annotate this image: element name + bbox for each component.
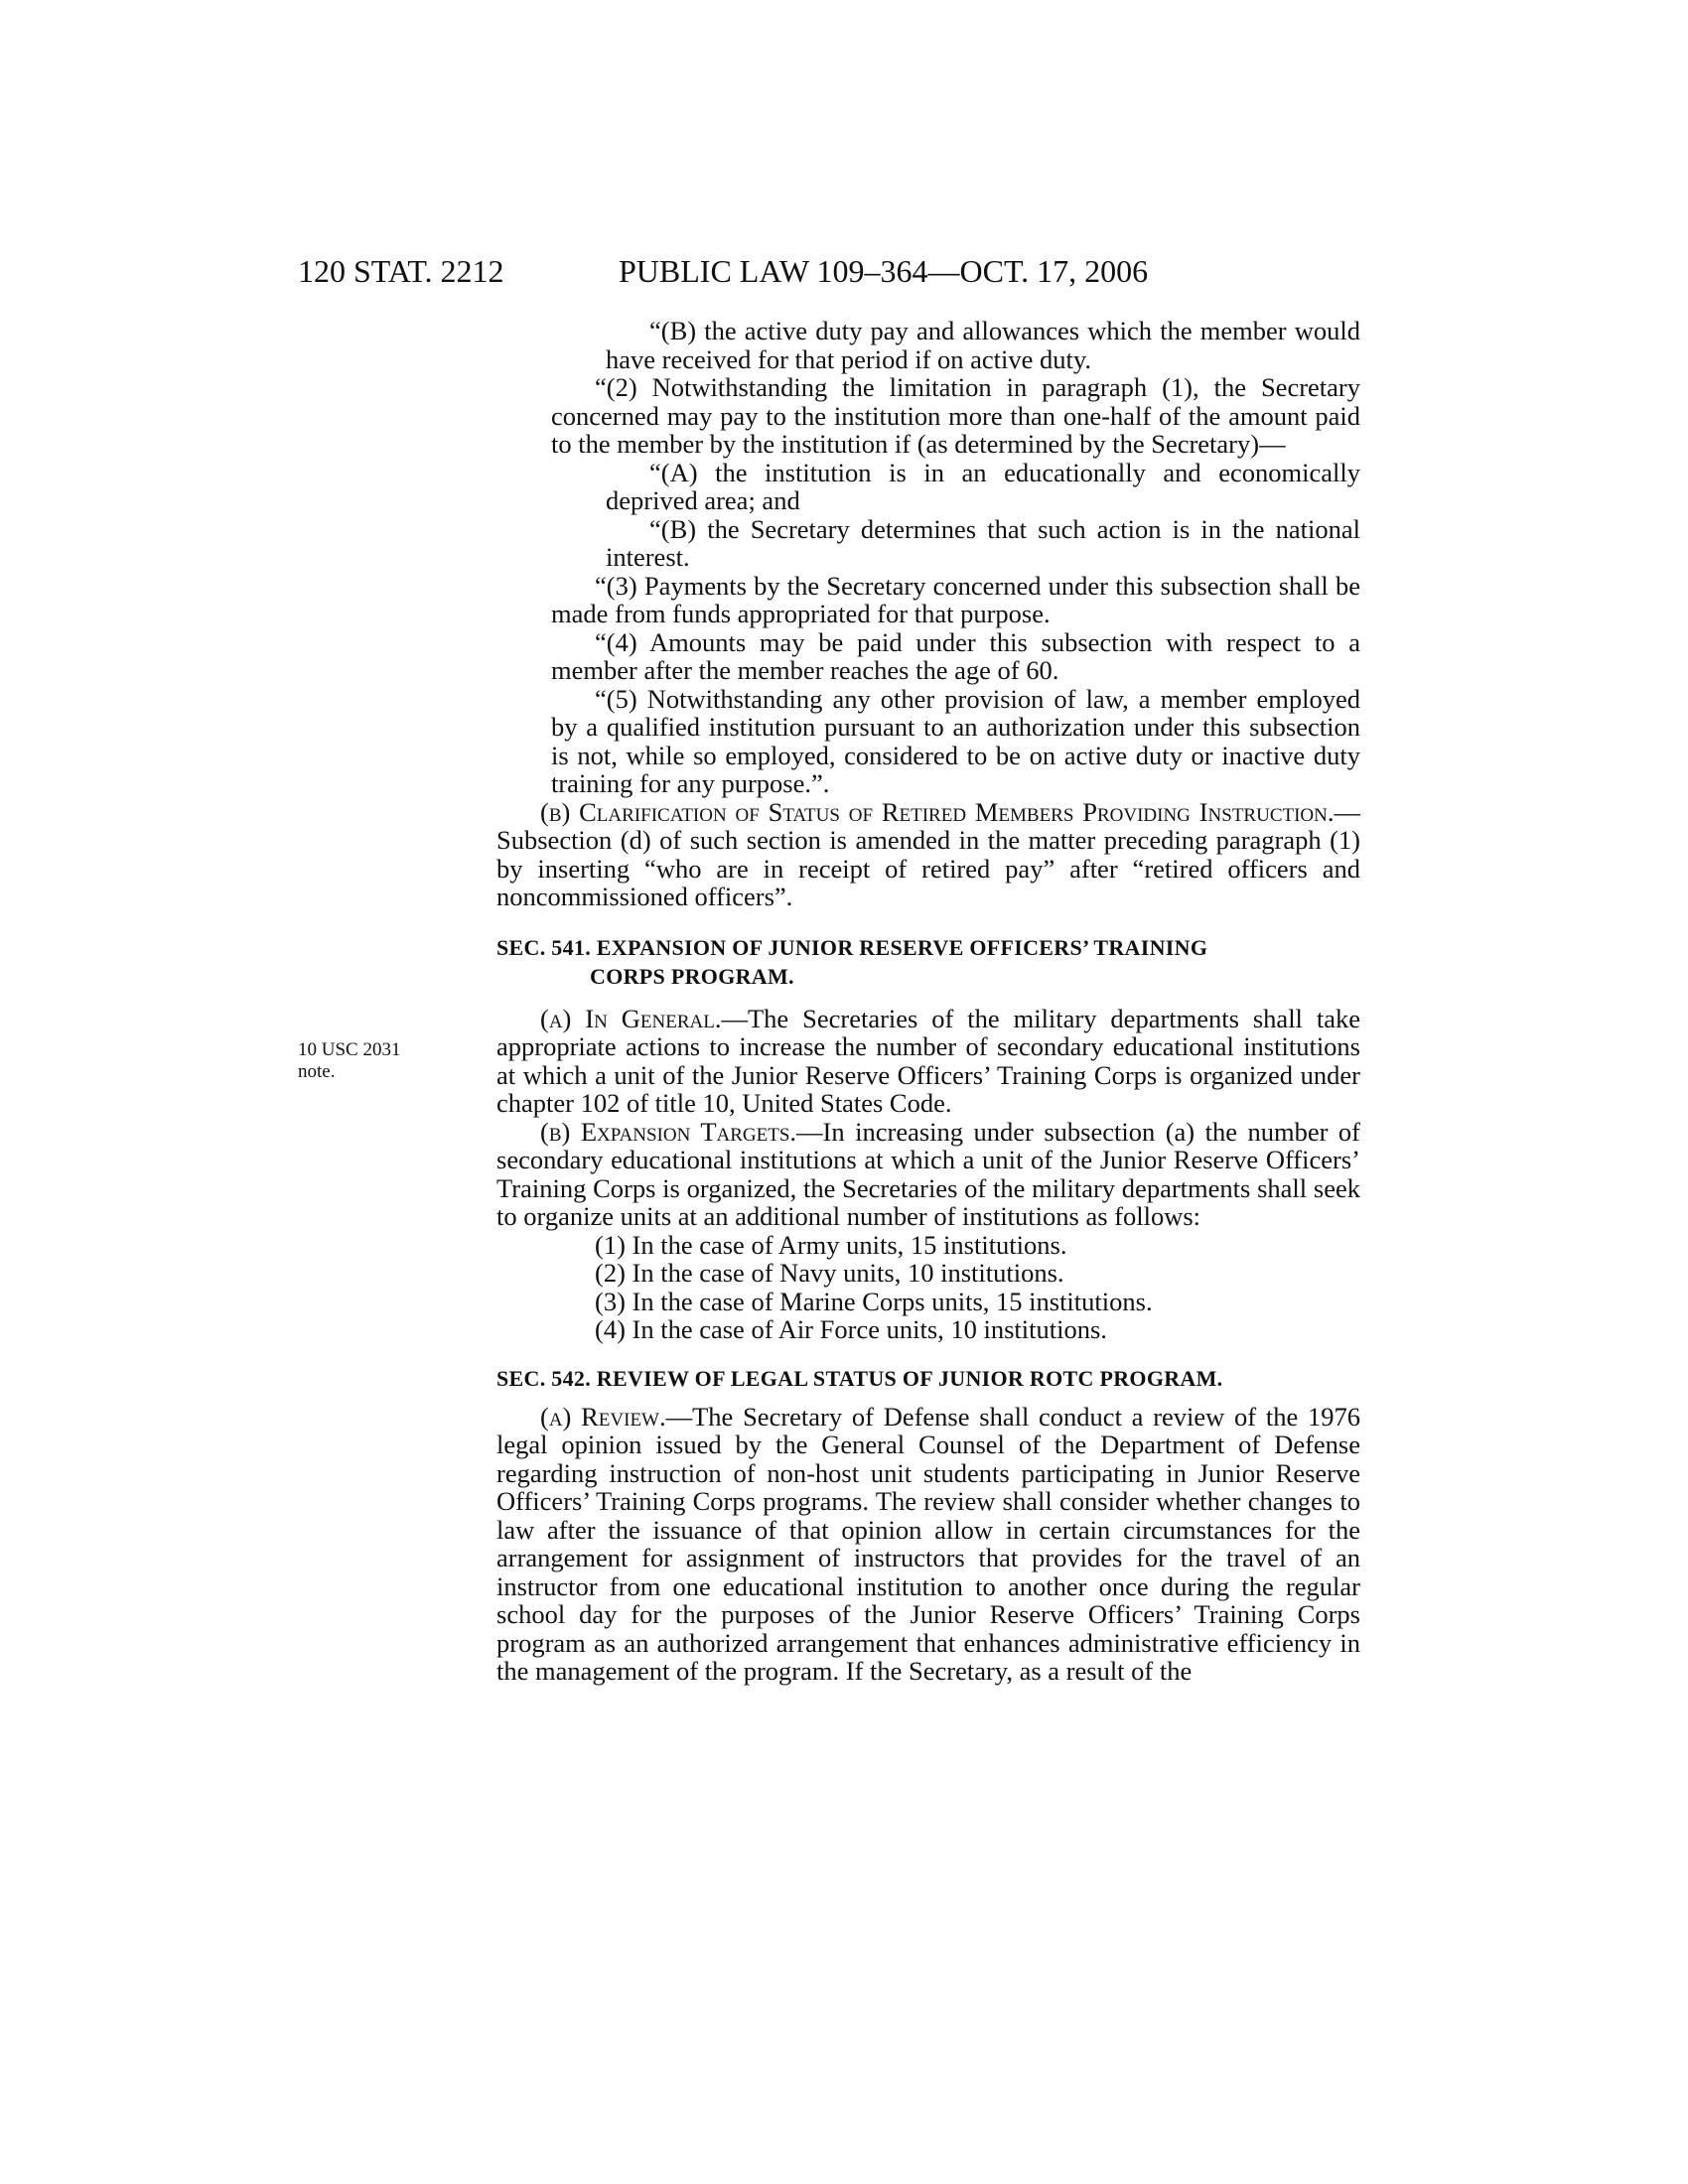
paragraph-2: “(2) Notwithstanding the limitation in paragraph (1), the Secretary concerned may pay to the institution more than one-half of the amount paid to the member by the institution if (as determined by the Secretary)— — [551, 372, 1360, 459]
list-item: (3) In the case of Marine Corps units, 15 institutions. — [595, 1286, 1153, 1316]
law-title: PUBLIC LAW 109–364—OCT. 17, 2006 — [619, 253, 1149, 289]
sec-541-b-heading: (b) Expansion Targets. — [540, 1116, 797, 1147]
subsection-b-heading: (b) Clarification of Status of Retired Members Providing Instruction. — [540, 796, 1335, 827]
subsection-b-body: —Subsection (d) of such section is amended in the matter preceding paragraph (1) by inserting “who are in receipt of retired pay” after “retired officers and noncommissioned officers”. — [496, 796, 1360, 911]
list-item: (1) In the case of Army units, 15 institutions. — [595, 1229, 1067, 1260]
paragraph-4: “(4) Amounts may be paid under this subsection with respect to a member after the member reaches the age of 60. — [551, 626, 1360, 685]
sec-541-subsection-b — [496, 1118, 1360, 1231]
document-body — [496, 317, 1360, 1686]
sec-541-heading-line1: SEC. 541. EXPANSION OF JUNIOR RESERVE OFFICERS’ TRAINING — [496, 934, 1208, 960]
sec-542-a-body: —The Secretary of Defense shall conduct a review of the 1976 legal opinion issued by the General Counsel of the Department of Defense regarding instruction of non-host unit students participating in Junior Reserve Officers’ Training Corps programs. The review shall consider whether changes to law after the issuance of that opinion allow in certain circumstances for the arrangement for assignment of instructors that provides for the travel of an instructor from one educational institution to another once during the regular school day for the purposes of the Junior Reserve Officers’ Training Corps program as an authorized arrangement that enhances administrative efficiency in the management of the program. If the Secretary, as a result of the — [496, 1401, 1360, 1686]
sec-541-heading — [496, 933, 1360, 991]
margin-note-line1: 10 USC 2031 — [298, 1039, 401, 1060]
list-item: (2) In the case of Navy units, 10 institutions. — [595, 1258, 1064, 1288]
sec-541-heading-line2: CORPS PROGRAM. — [590, 963, 794, 989]
paragraph-2-a: “(A) the institution is in an educationally and economically deprived area; and — [606, 457, 1360, 515]
subsection-b-clarification — [496, 798, 1360, 911]
paragraph-5: “(5) Notwithstanding any other provision of law, a member employed by a qualified institution pursuant to an authorization under this subsection is not, while so employed, considered to be on active duty or inactive duty training for any purpose.”. — [551, 683, 1360, 798]
sec-541-subsection-a — [496, 1005, 1360, 1118]
sec-542-heading: SEC. 542. REVIEW OF LEGAL STATUS OF JUNIOR ROTC PROGRAM. — [496, 1365, 1223, 1391]
sec-542-subsection-a — [496, 1403, 1360, 1686]
sec-542-a-heading: (a) Review. — [540, 1401, 666, 1432]
paragraph-3: “(3) Payments by the Secretary concerned under this subsection shall be made from funds appropriated for that purpose. — [551, 570, 1360, 628]
paragraph-2-b: “(B) the Secretary determines that such action is in the national interest. — [606, 513, 1360, 572]
margin-note — [298, 1039, 447, 1083]
sec-541-b-body: —In increasing under subsection (a) the number of secondary educational institutions at which a unit of the Junior Reserve Officers’ Training Corps is organized, the Secretaries of the military departments shall seek to organize units at an additional number of institutions as follows: — [496, 1116, 1360, 1231]
paragraph-b-active-duty: “(B) the active duty pay and allowances which the member would have received for that period if on active duty. — [606, 316, 1360, 374]
list-item: (4) In the case of Air Force units, 10 institutions. — [595, 1314, 1107, 1344]
margin-note-line2: note. — [298, 1061, 336, 1082]
statute-citation: 120 STAT. 2212 — [298, 253, 504, 289]
page-header — [0, 253, 1688, 293]
sec-541-a-heading: (a) In General. — [540, 1003, 722, 1033]
sec-541-a-body: —The Secretaries of the military departments shall take appropriate actions to increase the number of secondary educational institutions at which a unit of the Junior Reserve Officers’ Training Corps is organized under chapter 102 of title 10, United States Code. — [496, 1003, 1360, 1118]
